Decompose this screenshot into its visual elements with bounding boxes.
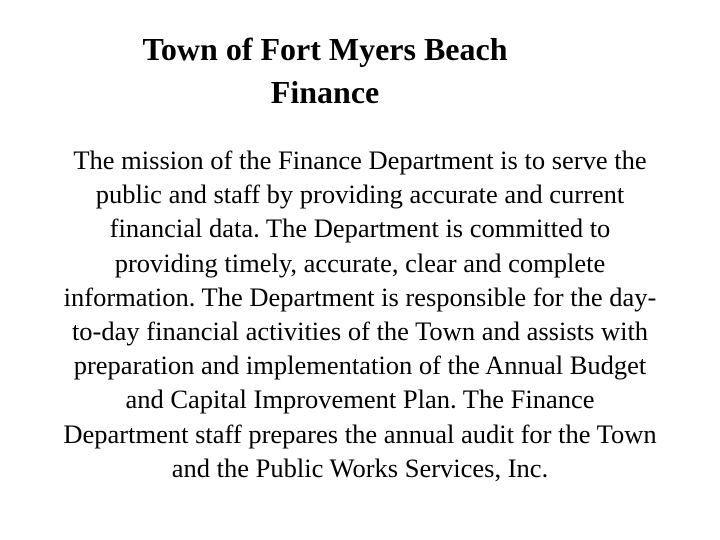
mission-line: to-day financial activities of the Town and assists with: [71, 316, 649, 347]
mission-line: The mission of the Finance Department is to serve the: [73, 145, 647, 175]
mission-line: providing timely, accurate, clear and complete: [114, 247, 606, 278]
mission-line: and the Public Works Services, Inc.: [171, 452, 549, 483]
mission-line: and Capital Improvement Plan. The Finance: [125, 384, 595, 415]
mission-statement: [20, 143, 700, 485]
mission-line: information. The Department is responsible for the day-: [63, 281, 657, 312]
mission-line: Department staff prepares the annual audit for the Town: [63, 418, 657, 449]
mission-line: financial data. The Department is committed to: [109, 213, 611, 244]
page-title: [60, 28, 590, 114]
mission-line: preparation and implementation of the Annual Budget: [73, 350, 647, 381]
title-line-1: Town of Fort Myers Beach: [142, 31, 508, 67]
title-line-2: Finance: [270, 74, 380, 110]
mission-line: public and staff by providing accurate and current: [95, 179, 625, 210]
